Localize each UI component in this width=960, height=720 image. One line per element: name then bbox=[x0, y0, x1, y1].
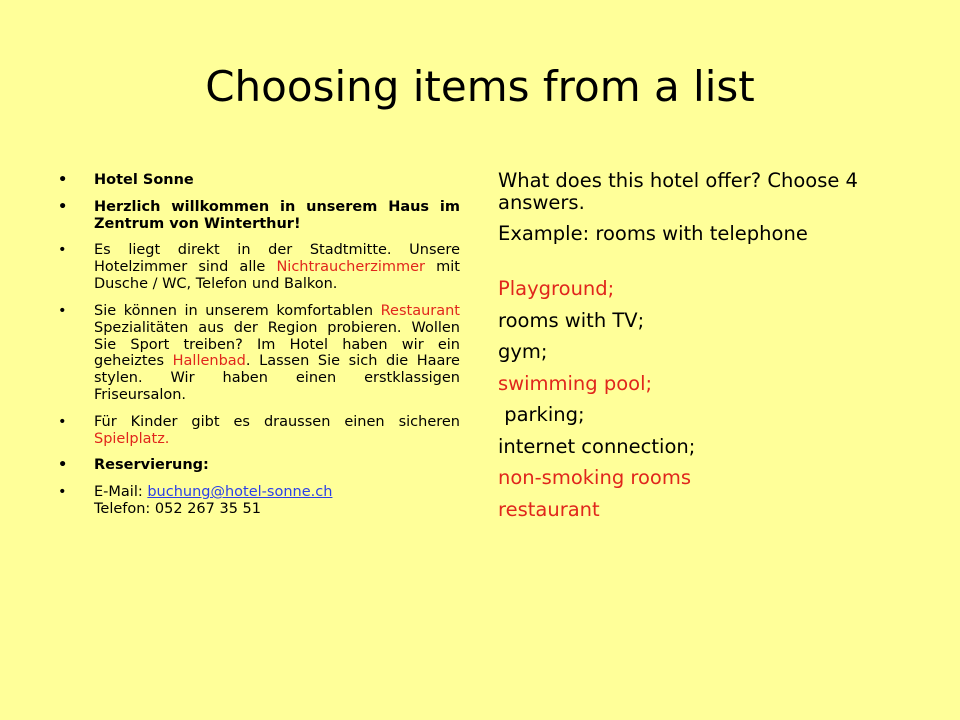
hotel-description bbox=[58, 172, 460, 528]
question-panel bbox=[498, 170, 918, 525]
answer-option: rooms with TV; bbox=[498, 308, 645, 332]
non-smoking-highlight: Nichtraucherzimmer bbox=[276, 259, 426, 276]
rooms-paragraph bbox=[58, 242, 460, 292]
email-label: E-Mail: bbox=[94, 484, 148, 501]
rooms-text: Es liegt direkt in der Stadtmitte. Unsere Hotelzimmer sind alle bbox=[94, 242, 460, 276]
answer-option: internet connection; bbox=[498, 434, 696, 458]
kids-paragraph bbox=[58, 414, 460, 448]
playground-highlight: Spielplatz. bbox=[94, 430, 170, 447]
example-text: Example: rooms with telephone bbox=[498, 221, 808, 245]
welcome-text: • Herzlich willkommen in unserem Haus im Zentrum von Winterthur! bbox=[58, 199, 460, 233]
contact-info bbox=[58, 484, 460, 518]
hotel-name: • Hotel Sonne bbox=[58, 172, 460, 189]
answer-option: Playground; bbox=[498, 277, 615, 301]
restaurant-text-end: . Lassen Sie sich die Haare stylen. Wir haben einen erstklassigen Friseursalon. bbox=[94, 353, 460, 403]
kids-text: Für Kinder gibt es draussen einen sicheren bbox=[94, 413, 460, 430]
answer-option: swimming pool; bbox=[498, 371, 653, 395]
restaurant-text: Sie können in unserem komfortablen bbox=[94, 302, 381, 319]
email-link[interactable]: buchung@hotel-sonne.ch bbox=[147, 484, 333, 501]
answer-option: parking; bbox=[498, 403, 585, 427]
pool-highlight: Hallenbad bbox=[172, 353, 246, 370]
answer-option: gym; bbox=[498, 340, 548, 364]
answer-option: restaurant bbox=[498, 497, 600, 521]
question-text: What does this hotel offer? Choose 4 answers. bbox=[498, 169, 858, 215]
restaurant-highlight: Restaurant bbox=[380, 302, 460, 319]
restaurant-text-mid: Spezialitäten aus der Region probieren. Wollen Sie Sport treiben? Im Hotel haben wir ein geheiztes bbox=[94, 319, 460, 370]
answer-option: non-smoking rooms bbox=[498, 466, 692, 490]
hotel-bullet-list bbox=[58, 172, 460, 518]
reservation-heading: • Reservierung: bbox=[58, 457, 460, 474]
restaurant-paragraph bbox=[58, 303, 460, 404]
rooms-text-end: mit Dusche / WC, Telefon und Balkon. bbox=[94, 259, 460, 293]
answer-options bbox=[498, 273, 918, 525]
phone-number: Telefon: 052 267 35 51 bbox=[94, 501, 262, 517]
slide-title: Choosing items from a list bbox=[205, 62, 755, 111]
